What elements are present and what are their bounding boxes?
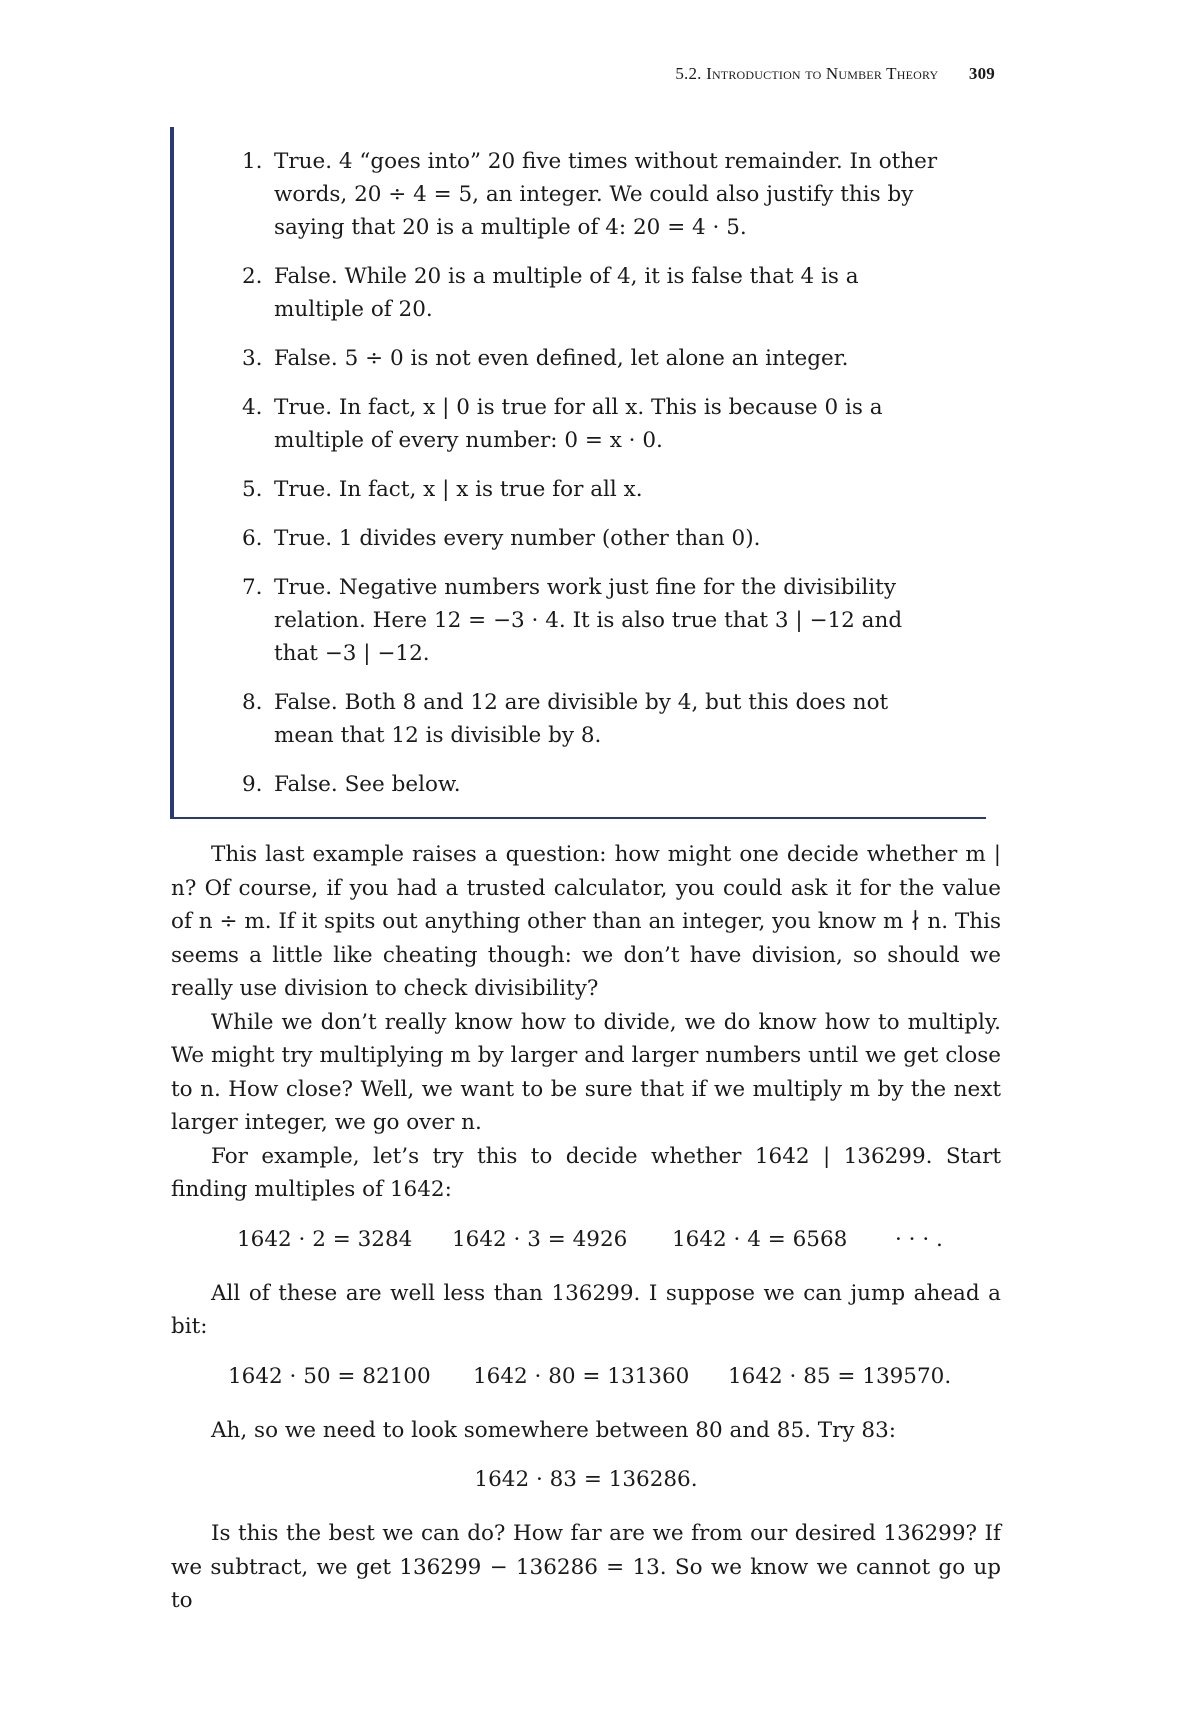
solution-item-8 xyxy=(242,686,942,752)
solution-item-3 xyxy=(242,342,942,375)
item-text: False. 5 ÷ 0 is not even defined, let alone an integer. xyxy=(274,346,849,371)
solution-item-7 xyxy=(242,571,942,670)
equation: 1642 · 80 = 131360 xyxy=(473,1363,690,1389)
paragraph: Is this the best we can do? How far are we from our desired 136299? If we subtract, we get 136299 − 136286 = 13. So we know we cannot go up to xyxy=(171,1521,1001,1613)
paragraph: Ah, so we need to look somewhere between 80 and 85. Try 83: xyxy=(211,1417,896,1443)
solution-box xyxy=(170,127,986,819)
item-number: 3. xyxy=(242,346,263,371)
body-text xyxy=(171,838,1001,1618)
item-number: 2. xyxy=(242,264,263,289)
equation: 1642 · 4 = 6568 xyxy=(672,1226,848,1252)
equation: 1642 · 50 = 82100 xyxy=(228,1363,431,1389)
paragraph: All of these are well less than 136299. I suppose we can jump ahead a bit: xyxy=(171,1280,1001,1339)
item-text: True. Negative numbers work just fine for the divisibility relation. Here 12 = −3 · 4. It is also true that 3 | −12 and that −3 | −12. xyxy=(274,575,903,666)
item-number: 4. xyxy=(242,395,263,420)
solution-item-5 xyxy=(242,473,942,506)
paragraph: This last example raises a question: how might one decide whether m | n? Of course, if you had a trusted calculator, you could ask it for the value of n ÷ m. If it spits out anything other than an integer, you know m ∤ n. This seems a little like cheating though: we don’t have division, so should we really use division to check divisibility? xyxy=(171,842,1001,1001)
solution-list xyxy=(242,145,942,817)
item-text: True. In fact, x | 0 is true for all x. This is because 0 is a multiple of every number: 0 = x · 0. xyxy=(274,395,883,453)
item-text: False. See below. xyxy=(274,772,461,797)
paragraph: For example, let’s try this to decide whether 1642 | 136299. Start finding multiples of 1642: xyxy=(171,1143,1001,1202)
item-number: 5. xyxy=(242,477,263,502)
page-number: 309 xyxy=(968,64,995,83)
item-text: True. In fact, x | x is true for all x. xyxy=(274,477,643,502)
equation: 1642 · 2 = 3284 xyxy=(237,1226,413,1252)
solution-item-6 xyxy=(242,522,942,555)
equation: 1642 · 3 = 4926 xyxy=(452,1226,628,1252)
display-equation-2 xyxy=(171,1360,1001,1394)
running-header xyxy=(0,64,995,84)
running-title: 5.2. Introduction to Number Theory xyxy=(675,64,939,83)
item-text: False. While 20 is a multiple of 4, it is false that 4 is a multiple of 20. xyxy=(274,264,859,322)
item-number: 8. xyxy=(242,690,263,715)
item-number: 9. xyxy=(242,772,263,797)
item-text: True. 1 divides every number (other than 0). xyxy=(274,526,761,551)
display-equation-1 xyxy=(171,1223,1001,1257)
item-text: True. 4 “goes into” 20 five times without remainder. In other words, 20 ÷ 4 = 5, an integer. We could also justify this by saying that 20 is a multiple of 4: 20 = 4 · 5. xyxy=(274,149,938,240)
ellipsis: · · · . xyxy=(895,1226,943,1252)
equation: 1642 · 85 = 139570. xyxy=(728,1363,952,1389)
item-number: 7. xyxy=(242,575,263,600)
paragraph: While we don’t really know how to divide, we do know how to multiply. We might try multiplying m by larger and larger numbers until we get close to n. How close? Well, we want to be sure that if we multiply m by the next larger integer, we go over n. xyxy=(171,1009,1001,1135)
solution-item-4 xyxy=(242,391,942,457)
solution-item-9 xyxy=(242,768,942,801)
item-text: False. Both 8 and 12 are divisible by 4, but this does not mean that 12 is divisible by 8. xyxy=(274,690,889,748)
item-number: 6. xyxy=(242,526,263,551)
display-equation-3 xyxy=(171,1463,1001,1497)
solution-item-2 xyxy=(242,260,942,326)
equation: 1642 · 83 = 136286. xyxy=(474,1467,698,1492)
item-number: 1. xyxy=(242,149,263,174)
solution-item-1 xyxy=(242,145,942,244)
